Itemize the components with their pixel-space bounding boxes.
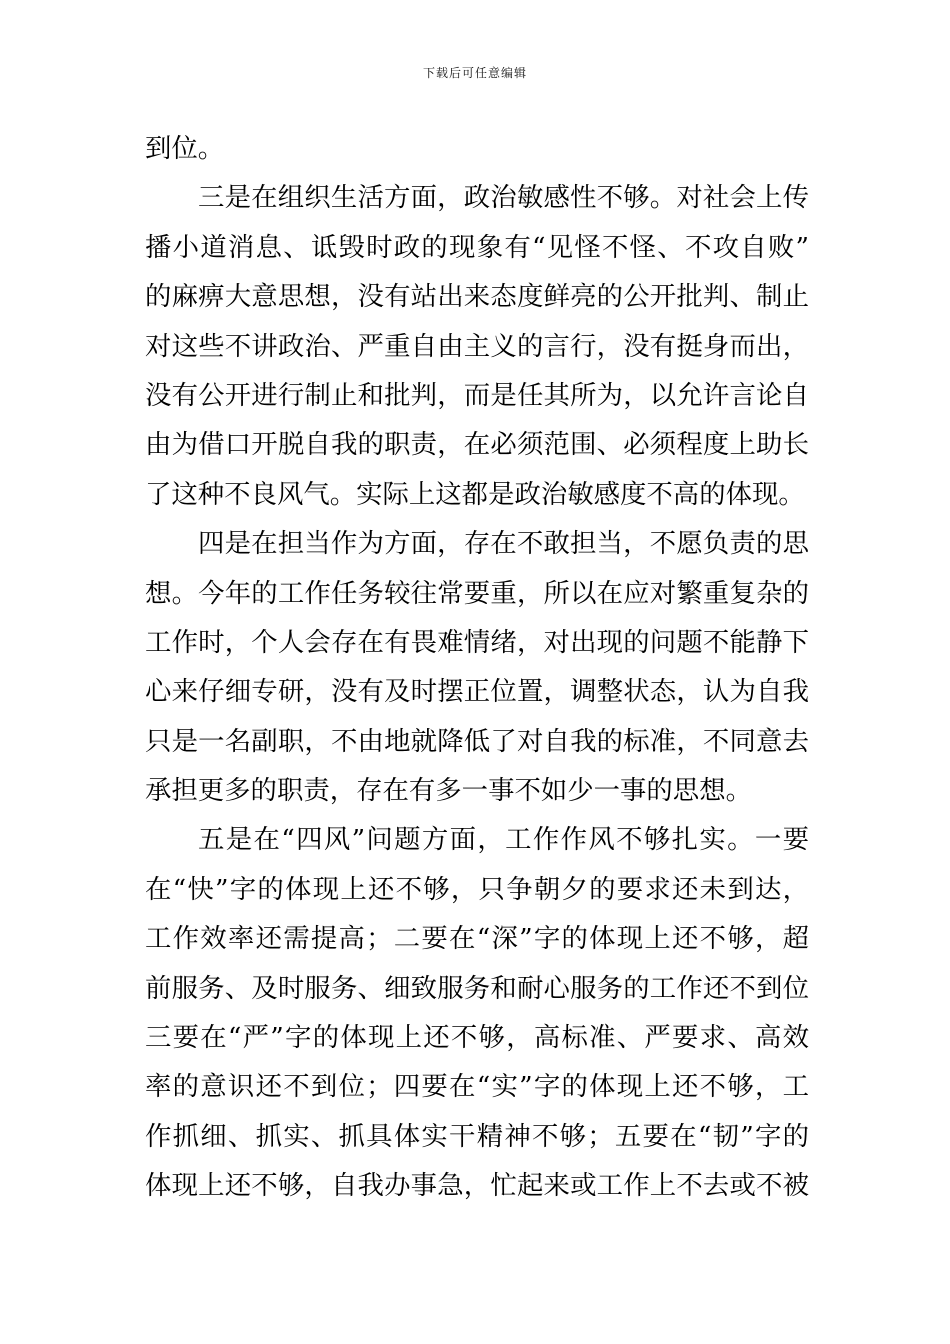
text-line: 率的意识还不到位；四要在“实”字的体现上还不够，工 <box>145 1071 809 1103</box>
text-line: 由为借口开脱自我的职责，在必须范围、必须程度上助长 <box>145 429 809 461</box>
paragraph-first-line: 四是在担当作为方面，存在不敢担当，不愿负责的思 <box>198 528 809 560</box>
paragraph-first-line: 三是在组织生活方面，政治敏感性不够。对社会上传 <box>198 182 809 214</box>
text-line: 到位。 <box>145 133 225 164</box>
text-line: 了这种不良风气。实际上这都是政治敏感度不高的体现。 <box>145 478 805 510</box>
page-header: 下载后可任意编辑 <box>422 66 527 80</box>
text-line: 想。今年的工作任务较往常要重，所以在应对繁重复杂的 <box>145 577 809 609</box>
text-line: 承担更多的职责，存在有多一事不如少一事的思想。 <box>145 775 752 807</box>
text-line: 在“快”字的体现上还不够，只争朝夕的要求还未到达， <box>145 873 809 905</box>
document-body <box>145 124 809 1211</box>
text-line: 作抓细、抓实、抓具体实干精神不够；五要在“韧”字的 <box>145 1120 809 1152</box>
text-line: 工作效率还需提高；二要在“深”字的体现上还不够，超 <box>145 923 809 955</box>
text-line: 对这些不讲政治、严重自由主义的言行，没有挺身而出， <box>145 330 809 362</box>
text-line: 心来仔细专研，没有及时摆正位置，调整状态，认为自我 <box>145 676 809 708</box>
paragraph-first-line: 五是在“四风”问题方面，工作作风不够扎实。一要 <box>198 824 809 856</box>
text-line: 前服务、及时服务、细致服务和耐心服务的工作还不到位 <box>145 972 809 1004</box>
text-line: 体现上还不够，自我办事急，忙起来或工作上不去或不被 <box>145 1170 809 1202</box>
text-line: 没有公开进行制止和批判，而是任其所为，以允许言论自 <box>145 379 809 411</box>
text-line: 只是一名副职，不由地就降低了对自我的标准，不同意去 <box>145 725 809 757</box>
text-line: 三要在“严”字的体现上还不够，高标准、严要求、高效 <box>145 1022 809 1054</box>
text-line: 工作时，个人会存在有畏难情绪，对出现的问题不能静下 <box>145 626 809 658</box>
text-line: 播小道消息、诋毁时政的现象有“见怪不怪、不攻自败” <box>145 231 809 263</box>
text-line: 的麻痹大意思想，没有站出来态度鲜亮的公开批判、制止 <box>145 281 809 313</box>
